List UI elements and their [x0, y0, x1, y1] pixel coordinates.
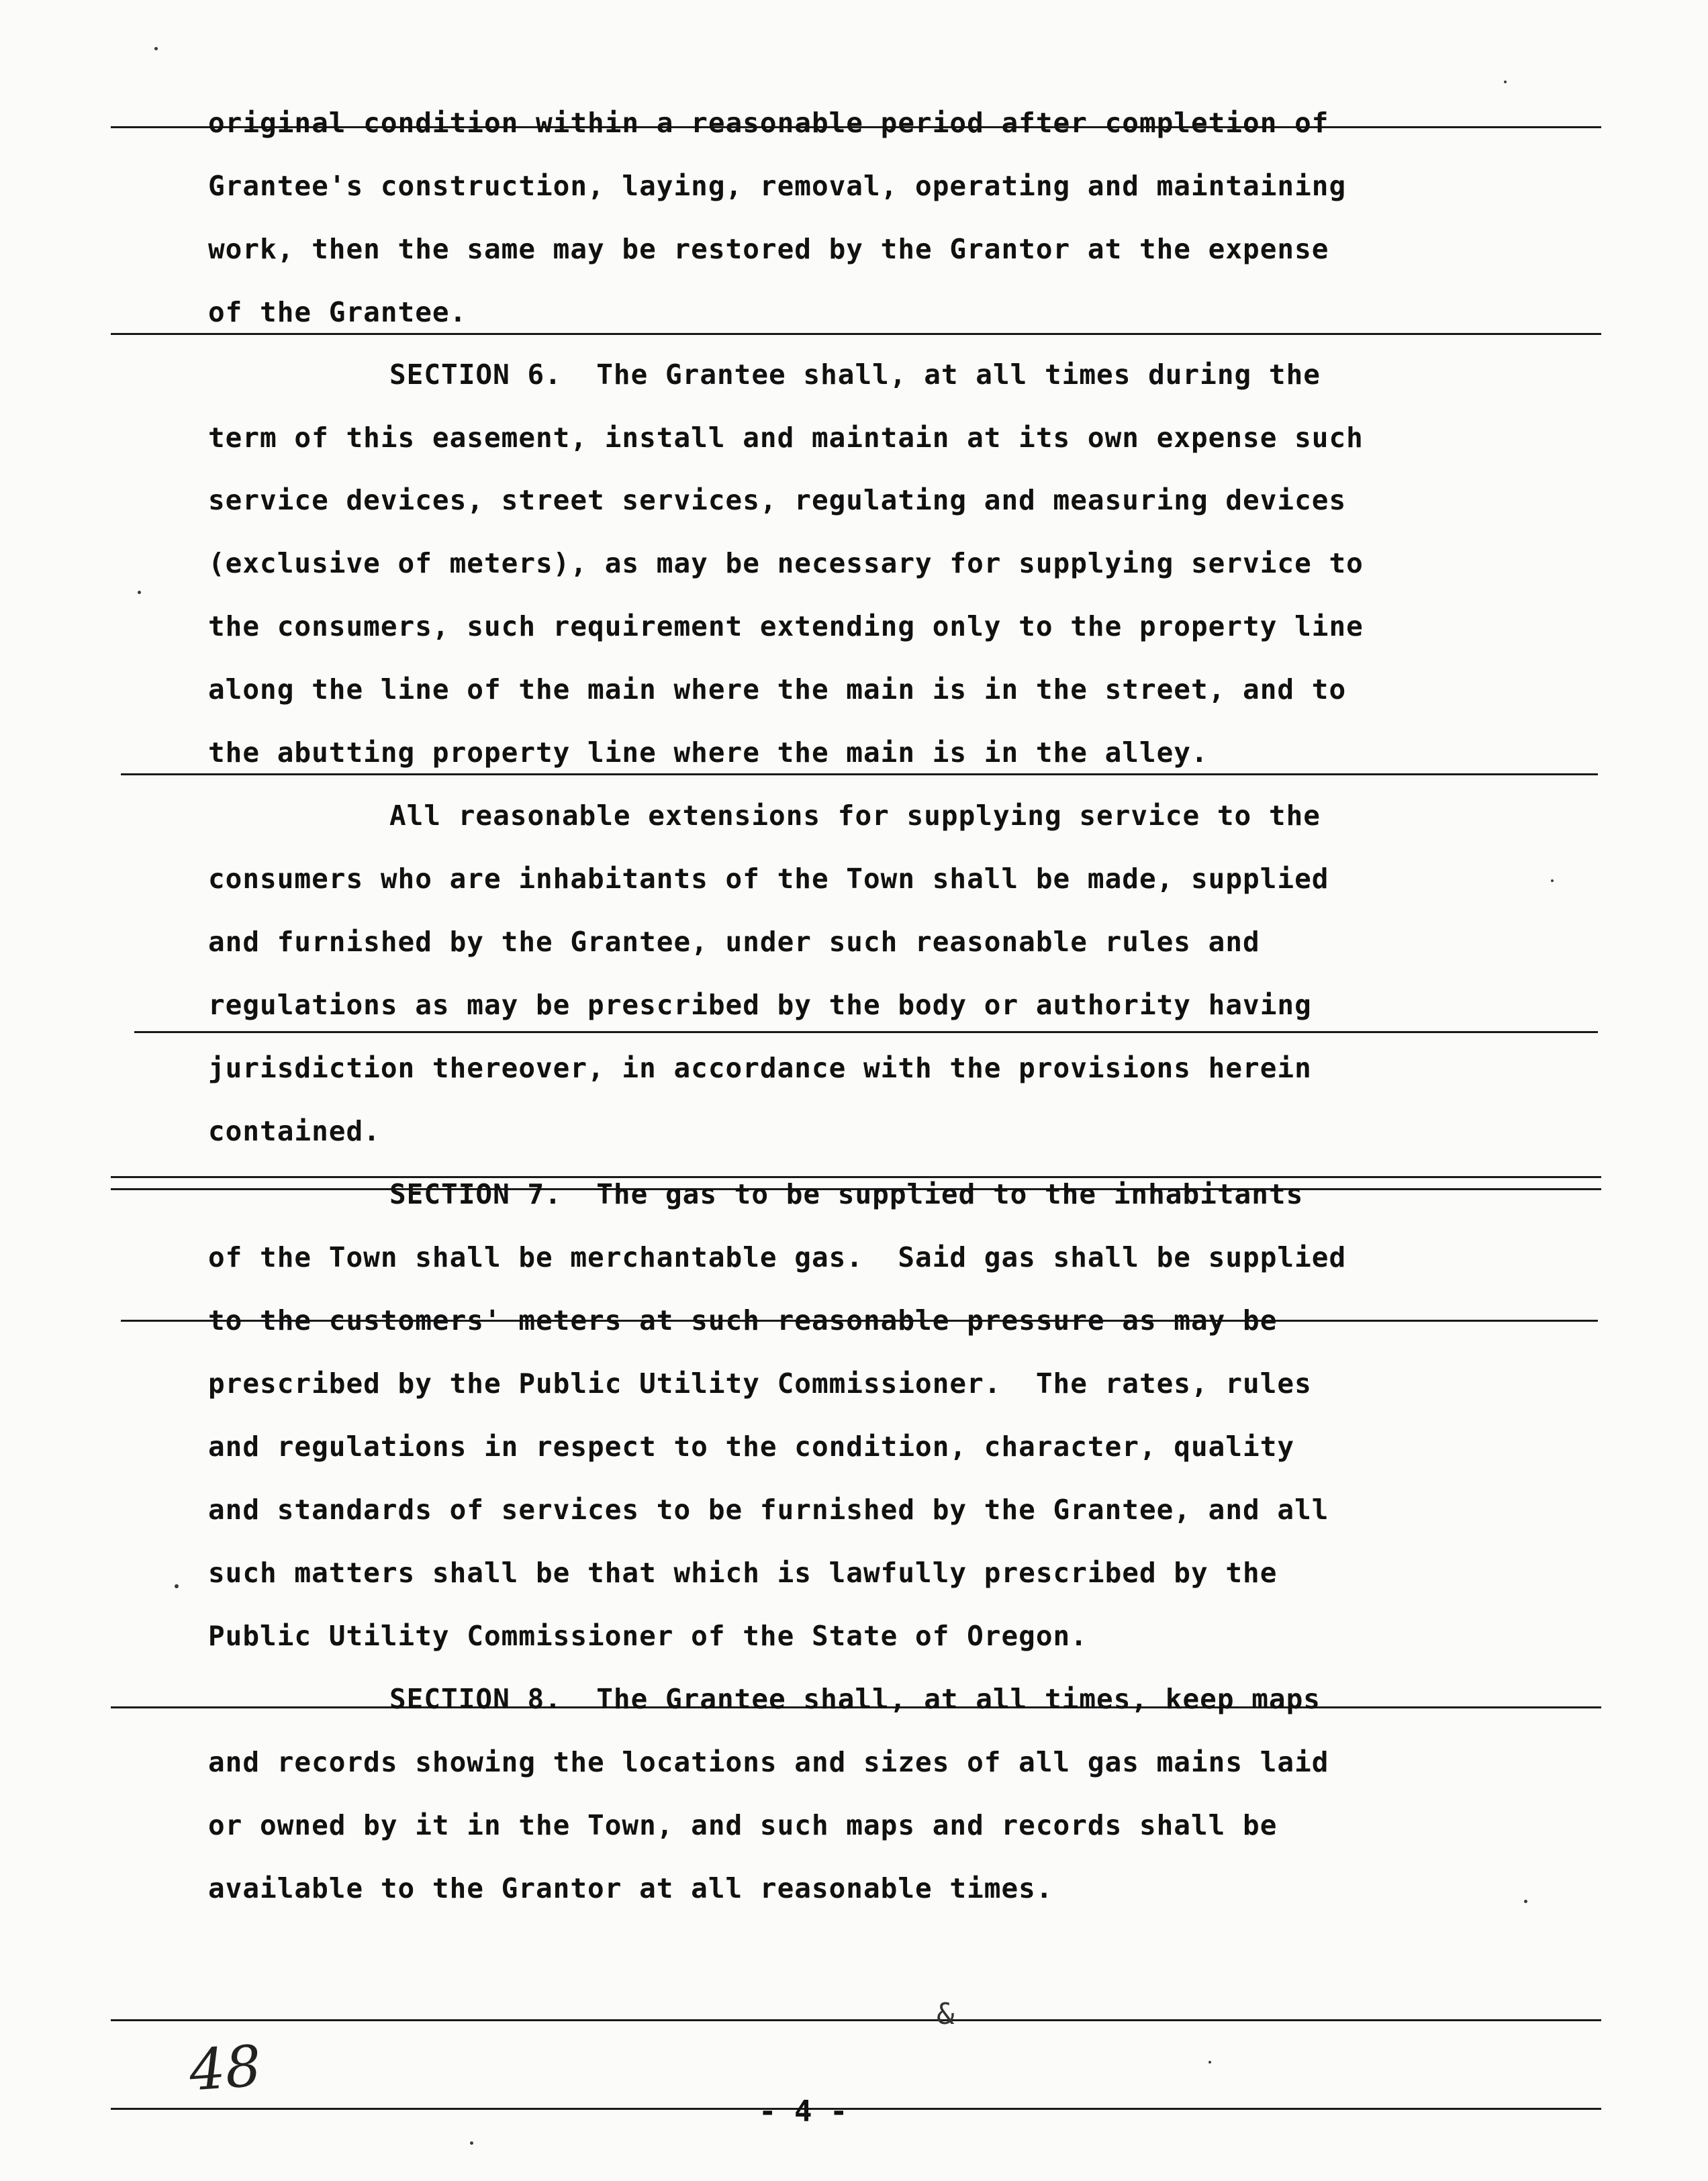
text-line: prescribed by the Public Utility Commissioner. The rates, rules: [208, 1367, 1312, 1400]
text-line: to the customers' meters at such reasonable pressure as may be: [208, 1304, 1278, 1337]
ruled-line: [111, 2019, 1601, 2021]
text-line: the abutting property line where the main is in the alley.: [208, 736, 1208, 769]
text-line: Grantee's construction, laying, removal, operating and maintaining: [208, 170, 1347, 202]
scan-speck: [470, 2141, 473, 2145]
text-line: the consumers, such requirement extending only to the property line: [208, 610, 1364, 642]
text-line: and records showing the locations and sizes of all gas mains laid: [208, 1746, 1329, 1778]
scan-speck: [154, 47, 158, 50]
scan-speck: [1551, 879, 1554, 882]
scan-speck: [1524, 1900, 1527, 1903]
section-heading: SECTION 6. The Grantee shall, at all times during the: [389, 358, 1321, 391]
text-line: jurisdiction thereover, in accordance with the provisions herein: [208, 1052, 1312, 1084]
text-line: of the Grantee.: [208, 296, 467, 328]
text-line: or owned by it in the Town, and such maps and records shall be: [208, 1809, 1278, 1841]
ruled-line: [111, 333, 1601, 335]
text-line: regulations as may be prescribed by the body or authority having: [208, 989, 1312, 1021]
ruled-line: [134, 1031, 1598, 1033]
text-line: such matters shall be that which is lawfully prescribed by the: [208, 1557, 1278, 1589]
text-line: and furnished by the Grantee, under such reasonable rules and: [208, 926, 1260, 958]
scan-speck: [138, 591, 141, 594]
stamp-mark: &: [937, 1997, 955, 2031]
section-heading: SECTION 7. The gas to be supplied to the inhabitants: [389, 1178, 1304, 1210]
section-heading: SECTION 8. The Grantee shall, at all times, keep maps: [389, 1683, 1321, 1715]
text-line: Public Utility Commissioner of the State of Oregon.: [208, 1620, 1088, 1652]
text-line: along the line of the main where the main is in the street, and to: [208, 673, 1347, 706]
text-line: term of this easement, install and maintain at its own expense such: [208, 422, 1364, 454]
ruled-line: [121, 773, 1598, 775]
text-line: original condition within a reasonable period after completion of: [208, 107, 1329, 139]
text-line: and regulations in respect to the condition, character, quality: [208, 1431, 1295, 1463]
text-line: consumers who are inhabitants of the Town shall be made, supplied: [208, 863, 1329, 895]
text-line: (exclusive of meters), as may be necessary for supplying service to: [208, 547, 1364, 579]
text-line: available to the Grantor at all reasonable times.: [208, 1872, 1053, 1904]
text-line: of the Town shall be merchantable gas. Said gas shall be supplied: [208, 1241, 1347, 1273]
scan-speck: [1504, 81, 1507, 83]
text-line: service devices, street services, regulating and measuring devices: [208, 484, 1347, 516]
handwritten-number: 48: [187, 2033, 264, 2104]
text-line: contained.: [208, 1115, 381, 1147]
text-line: and standards of services to be furnished by the Grantee, and all: [208, 1494, 1329, 1526]
ruled-line: [111, 2108, 1601, 2110]
page-number: - 4 -: [759, 2094, 848, 2129]
text-line: All reasonable extensions for supplying service to the: [389, 799, 1321, 832]
text-line: work, then the same may be restored by the Grantor at the expense: [208, 233, 1329, 265]
scan-speck: [1208, 2061, 1211, 2064]
scan-speck: [175, 1584, 179, 1588]
